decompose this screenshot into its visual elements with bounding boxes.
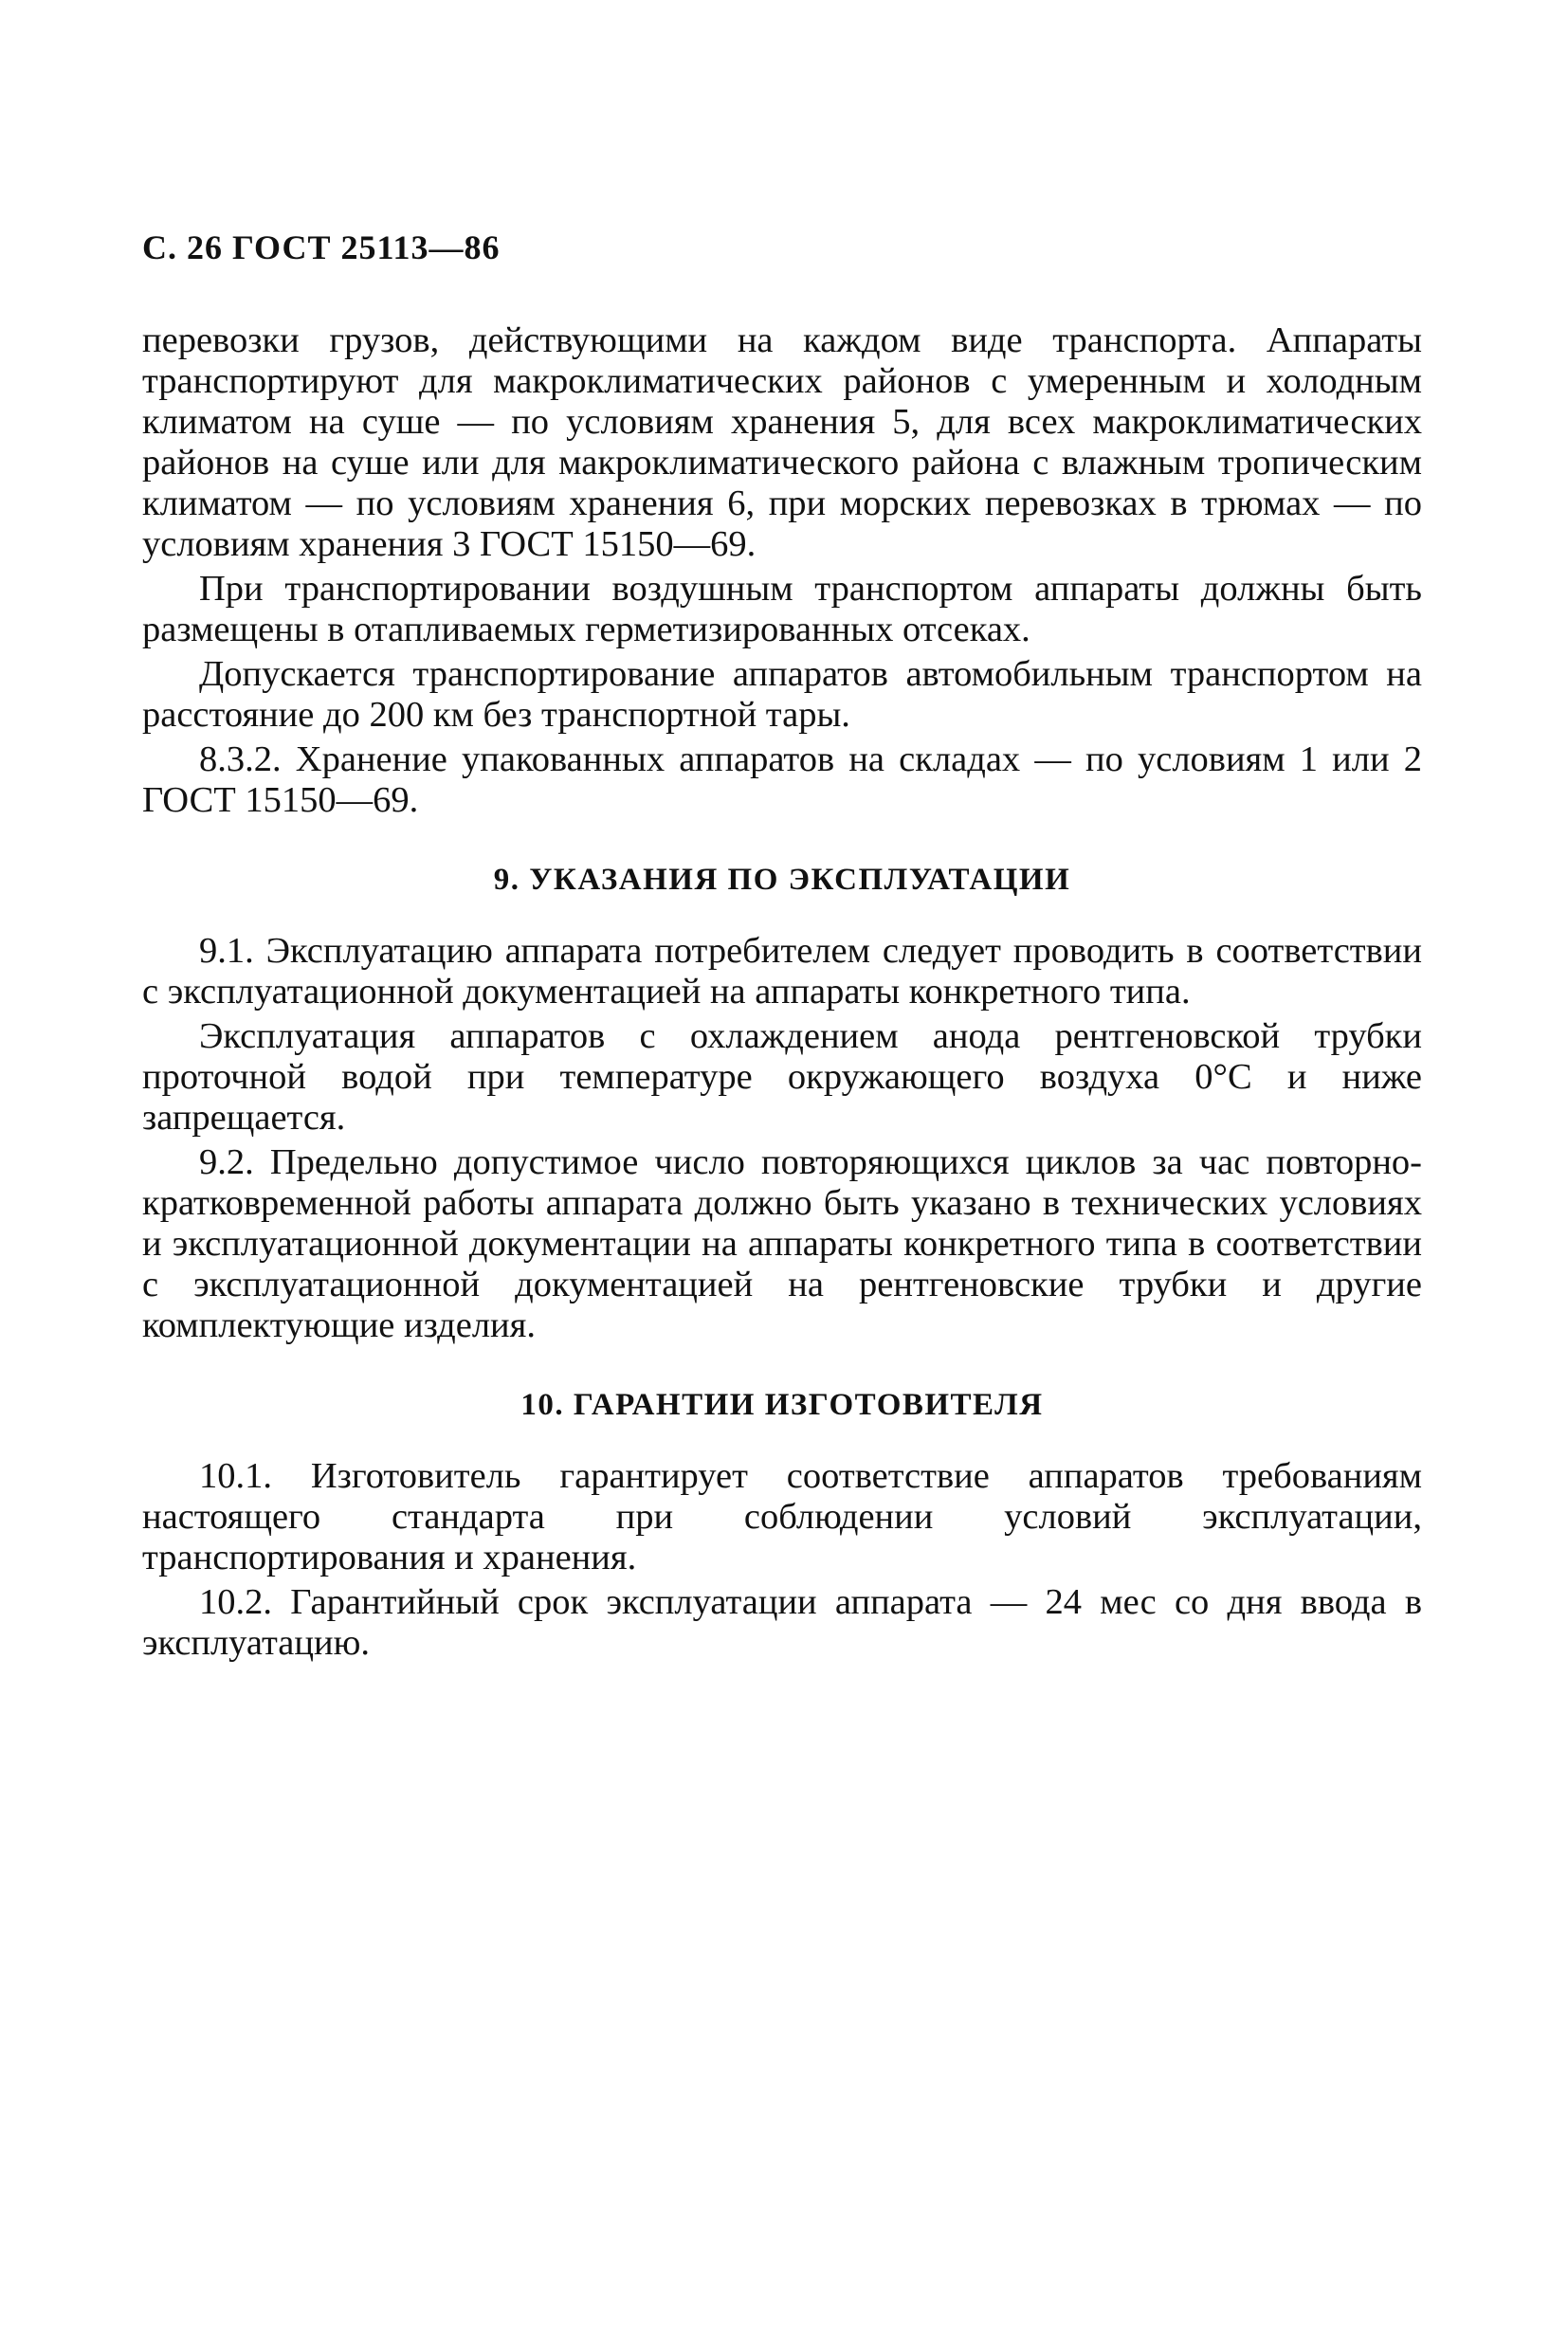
document-body (142, 320, 1422, 1668)
paragraph-air-transport: При транспортировании воздушным транспортом аппараты должны быть размещены в отапливаемых герметизированных отсеках. (142, 569, 1422, 649)
running-header: С. 26 ГОСТ 25113—86 (142, 228, 501, 266)
paragraph-anode-cooling: Эксплуатация аппаратов с охлаждением анода рентгеновской трубки проточной водой при температуре окружающего воздуха 0°С и ниже запрещается. (142, 1016, 1422, 1138)
paragraph-road-transport: Допускается транспортирование аппаратов автомобильным транспортом на расстояние до 200 км без транспортной тары. (142, 654, 1422, 735)
section-10-title: 10. ГАРАНТИИ ИЗГОТОВИТЕЛЯ (520, 1388, 1044, 1422)
paragraph-9-2: 9.2. Предельно допустимое число повторяющихся циклов за час повторно-кратковременной работы аппарата должно быть указано в технических условиях и эксплуатационной документации на аппараты конкретного типа в соответствии с эксплуатационной документацией на рентгеновские трубки и другие комплектующие изделия. (142, 1142, 1422, 1345)
paragraph-10-2: 10.2. Гарантийный срок эксплуатации аппарата — 24 мес со дня ввода в эксплуатацию. (142, 1582, 1422, 1663)
section-9-title: 9. УКАЗАНИЯ ПО ЭКСПЛУАТАЦИИ (493, 863, 1071, 897)
paragraph-10-1: 10.1. Изготовитель гарантирует соответствие аппаратов требованиям настоящего стандарта при соблюдении условий эксплуатации, транспортирования и хранения. (142, 1456, 1422, 1577)
paragraph-8-3-2: 8.3.2. Хранение упакованных аппаратов на складах — по условиям 1 или 2 ГОСТ 15150—69. (142, 739, 1422, 820)
paragraph-transport-conditions: перевозки грузов, действующими на каждом виде транспорта. Аппараты транспортируют для макроклиматических районов с умеренным и холодным климатом на суше — по условиям хранения 5, для всех макроклиматических районов на суше или для макроклиматического района с влажным тропическим климатом — по условиям хранения 6, при морских перевозках в трюмах — по условиям хранения 3 ГОСТ 15150—69. (142, 320, 1422, 564)
paragraph-9-1: 9.1. Эксплуатацию аппарата потребителем следует проводить в соответствии с эксплуатационной документацией на аппараты конкретного типа. (142, 931, 1422, 1012)
